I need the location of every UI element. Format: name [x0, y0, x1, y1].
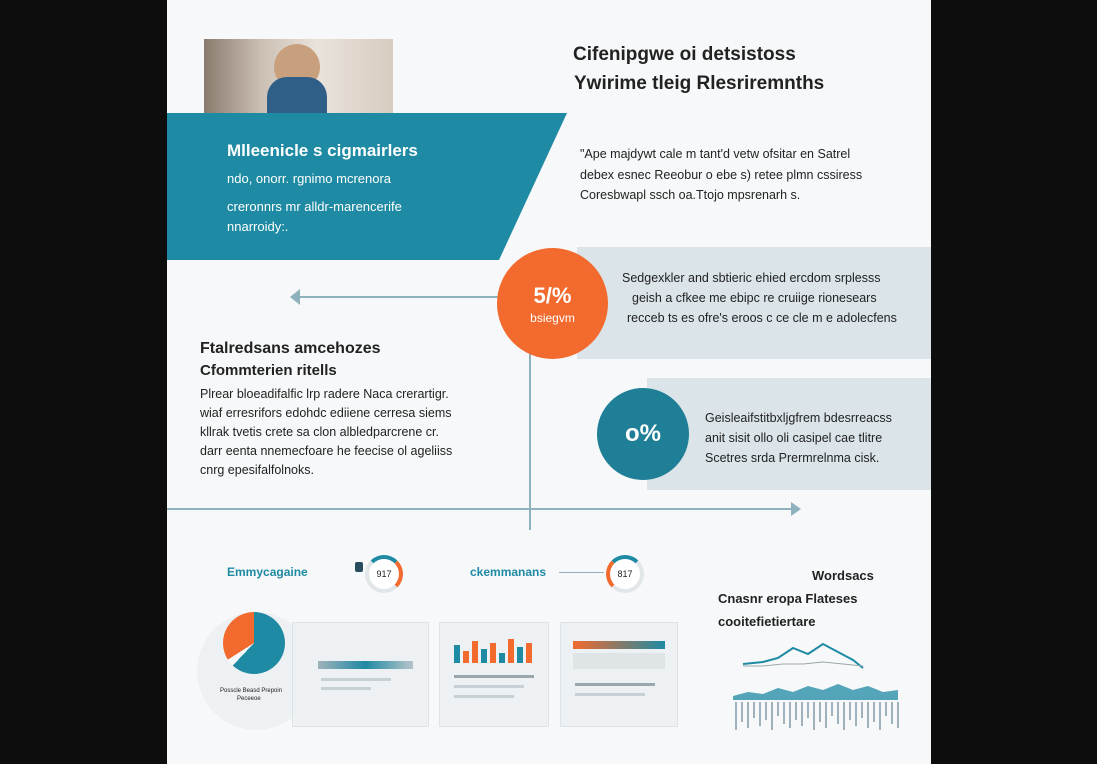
- stat-orange-label: bsiegvm: [530, 310, 575, 325]
- thumb2-bar: [526, 643, 532, 663]
- thumb2-bar: [517, 647, 523, 663]
- thumb2-line-b: [454, 685, 524, 688]
- left-body-4: darr eenta nnemecfoare he feecise ol ageliiss: [200, 444, 453, 458]
- teal-heading: Mlleenicle s cigmairlers: [227, 141, 418, 160]
- volume-bar: [807, 702, 809, 718]
- left-heading-2: Cfommterien ritells: [200, 362, 337, 379]
- intro-line-2: debex esnec Reeobur o ebe s) retee plmn cssiress: [580, 168, 863, 182]
- tag-icon: [355, 562, 363, 572]
- pie-chart: [223, 612, 285, 674]
- intro-line-1: "Ape majdywt cale m tant'd vetw ofsitar en Satrel: [580, 147, 851, 161]
- volume-bar: [765, 702, 767, 720]
- arrow-left-icon: [290, 289, 300, 305]
- thumb2-bar: [481, 649, 487, 663]
- volume-bar: [759, 702, 761, 726]
- thumb2-bar: [490, 643, 496, 663]
- volume-bar: [867, 702, 869, 728]
- volume-bar: [783, 702, 785, 724]
- volume-bar: [849, 702, 851, 720]
- area-series-b: [733, 684, 898, 700]
- ring-left-value: 917: [376, 569, 392, 579]
- volume-bar: [897, 702, 899, 728]
- volume-bar: [747, 702, 749, 728]
- title-line-2: Ywirime tleig Rlesriremnths: [574, 73, 825, 94]
- panel-mid-line-2: anit sisit ollo oli casipel cae tlitre: [705, 431, 883, 445]
- lower-label-left: Emmycagaine: [227, 565, 308, 579]
- panel-top-line-1: Sedgexkler and sbtieric ehied ercdom srplesss: [622, 271, 881, 285]
- area-chart-thumbnail: [733, 634, 908, 734]
- connector-bottom: [167, 508, 795, 510]
- teal-line-1: ndo, onorr. rgnimo mcrenora: [227, 171, 392, 186]
- thumb3-block: [573, 653, 665, 669]
- volume-bar: [771, 702, 773, 730]
- thumb2-bar: [472, 641, 478, 663]
- pie-caption-2: Peceeoe: [237, 696, 261, 702]
- report-thumb-3: [560, 622, 678, 727]
- teal-banner: [167, 113, 567, 260]
- pie-caption-1: Posscle Beasd Prepoin: [220, 688, 283, 694]
- ring-mid: [606, 555, 644, 593]
- connector-vertical: [529, 350, 531, 530]
- teal-line-3: nnarroidy:.: [227, 219, 289, 234]
- thumb2-bar: [499, 653, 505, 663]
- teal-line-2: creronnrs mr alldr-marencerife: [227, 199, 402, 214]
- volume-bar: [873, 702, 875, 722]
- infographic-page: [167, 0, 931, 764]
- thumb2-bar: [463, 651, 469, 663]
- thumb3-line-b: [575, 693, 645, 696]
- volume-bar: [819, 702, 821, 722]
- thumb2-bar-chart: [454, 635, 538, 663]
- volume-bar: [753, 702, 755, 718]
- volume-bar: [813, 702, 815, 730]
- left-body-2: wiaf erresrifors edohdc ediiene cerresa siems: [200, 406, 452, 420]
- volume-bar: [861, 702, 863, 718]
- volume-bar: [735, 702, 737, 730]
- ring-mid-value: 817: [617, 569, 633, 579]
- volume-bar: [855, 702, 857, 726]
- panel-top-line-2: geish a cfkee me ebipc re cruiige rionesears: [632, 291, 877, 305]
- thumb2-bar: [508, 639, 514, 663]
- volume-bar: [825, 702, 827, 728]
- volume-bar: [789, 702, 791, 728]
- lower-label-mid: ckemmanans: [470, 565, 547, 579]
- header-photo: [204, 39, 393, 120]
- volume-bar: [801, 702, 803, 726]
- arrow-right-icon: [791, 502, 801, 516]
- panel-top-line-3: recceb ts es ofre's eroos c ce cle m e adolecfens: [627, 311, 897, 325]
- panel-mid-line-3: Scetres srda Prermrelnma cisk.: [705, 451, 880, 465]
- left-body-5: cnrg epesifalfolnoks.: [200, 463, 314, 477]
- title-line-1: Cifenipgwe oi detsistoss: [573, 44, 796, 65]
- report-thumb-2: [439, 622, 549, 727]
- volume-bar: [879, 702, 881, 730]
- ring-mid-connector: [559, 572, 604, 573]
- report-thumb-1: [292, 622, 429, 727]
- thumb2-line-a: [454, 675, 534, 678]
- left-heading-1: Ftalredsans amcehozes: [200, 340, 381, 357]
- thumb1-line-b: [321, 687, 371, 690]
- left-body-3: kllrak tvetis crete sa clon albledparcrene cr.: [200, 425, 439, 439]
- ring-left: [365, 555, 403, 593]
- stat-teal-value: o%: [625, 420, 661, 447]
- volume-bar: [843, 702, 845, 730]
- volume-bar: [831, 702, 833, 716]
- thumb3-line-a: [575, 683, 655, 686]
- volume-bar: [891, 702, 893, 724]
- volume-bar: [837, 702, 839, 724]
- right-title-1: Wordsacs: [812, 568, 874, 583]
- thumb1-line-a: [321, 678, 391, 681]
- volume-bar: [885, 702, 887, 716]
- right-title-3: cooitefietiertare: [718, 614, 816, 629]
- thumb2-line-c: [454, 695, 514, 698]
- connector-left: [295, 296, 500, 298]
- stat-orange-value: 5/%: [533, 282, 572, 308]
- thumb1-bar: [318, 661, 413, 669]
- thumb3-bar: [573, 641, 665, 649]
- volume-bar: [795, 702, 797, 720]
- left-body-1: Plrear bloeadifalfic lrp radere Naca crerartigr.: [200, 387, 449, 401]
- panel-mid-line-1: Geisleaifstitbxljgfrem bdesrreacss: [705, 411, 892, 425]
- intro-line-3: Coresbwapl ssch oa.Ttojo mpsrenarh s.: [580, 188, 801, 202]
- volume-bar: [777, 702, 779, 716]
- volume-bars: [735, 702, 899, 730]
- stat-circle-orange: [497, 248, 608, 359]
- volume-bar: [741, 702, 743, 722]
- right-title-2: Cnasnr eropa Flateses: [718, 591, 858, 606]
- stat-circle-teal: [597, 388, 689, 480]
- thumb2-bar: [454, 645, 460, 663]
